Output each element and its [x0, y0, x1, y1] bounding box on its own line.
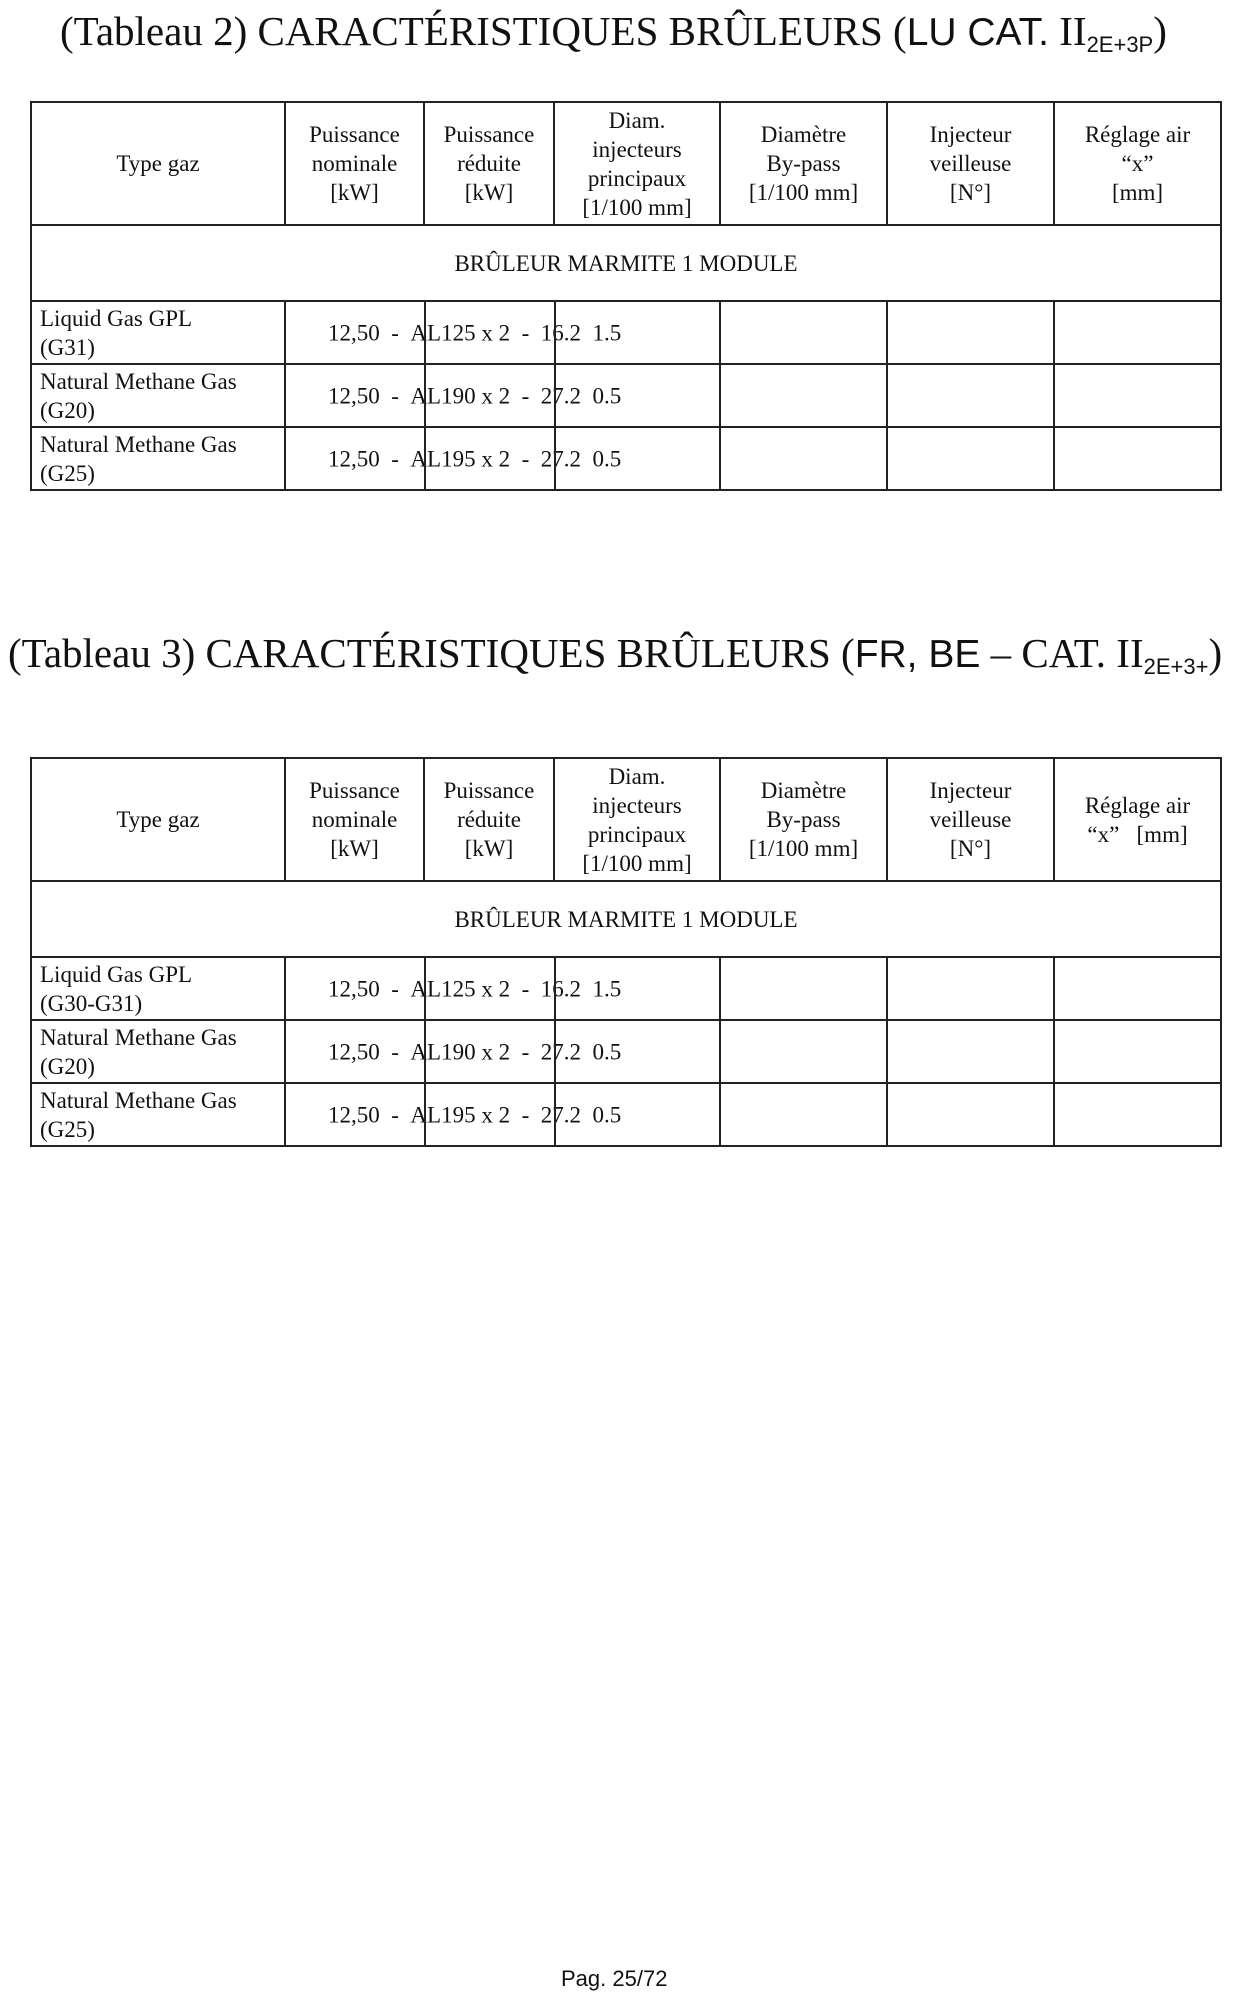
- air-cell: [1054, 1083, 1221, 1146]
- table-2: [30, 101, 1222, 491]
- header-bypass-diameter: Diamètre By-pass [1/100 mm]: [720, 758, 887, 881]
- values-cell: 12,50 - AL190 x 2 - 27.2 0.5: [285, 1020, 720, 1083]
- pilot-cell: [887, 364, 1054, 427]
- header-type-gaz: Type gaz: [31, 102, 285, 225]
- header-bypass-diameter: Diamètre By-pass [1/100 mm]: [720, 102, 887, 225]
- values-cell: 12,50 - AL125 x 2 - 16.2 1.5: [285, 957, 720, 1020]
- values-cell: 12,50 - AL195 x 2 - 27.2 0.5: [285, 1083, 720, 1146]
- header-main-injector-diameter: Diam. injecteurs principaux [1/100 mm]: [554, 758, 720, 881]
- title-country: LU CAT.: [906, 11, 1049, 54]
- bypass-cell: [720, 957, 887, 1020]
- pilot-cell: [887, 1083, 1054, 1146]
- title-category: – CAT. II: [980, 630, 1144, 676]
- title-country: FR, BE: [854, 633, 981, 676]
- values-cell: 12,50 - AL190 x 2 - 27.2 0.5: [285, 364, 720, 427]
- bypass-cell: [720, 301, 887, 364]
- gas-type-cell: Natural Methane Gas (G25): [31, 427, 285, 490]
- title-suffix: ): [1208, 630, 1223, 676]
- title-prefix: (Tableau 2) CARACTÉRISTIQUES BRÛLEURS (: [60, 8, 907, 54]
- gas-type-cell: Natural Methane Gas (G25): [31, 1083, 285, 1146]
- bypass-cell: [720, 1083, 887, 1146]
- title-prefix: (Tableau 3) CARACTÉRISTIQUES BRÛLEURS (: [8, 630, 855, 676]
- pilot-cell: [887, 957, 1054, 1020]
- gas-type-cell: Natural Methane Gas (G20): [31, 364, 285, 427]
- values-cell: 12,50 - AL125 x 2 - 16.2 1.5: [285, 301, 720, 364]
- table-row: [31, 364, 1221, 427]
- table-row: [31, 301, 1221, 364]
- bypass-cell: [720, 364, 887, 427]
- header-main-injector-diameter: Diam. injecteurs principaux [1/100 mm]: [554, 102, 720, 225]
- header-air-adjustment: Réglage air “x” [mm]: [1054, 102, 1221, 225]
- air-cell: [1054, 427, 1221, 490]
- header-type-gaz: Type gaz: [31, 758, 285, 881]
- title-suffix: ): [1153, 8, 1167, 54]
- gas-type-cell: Liquid Gas GPL (G30-G31): [31, 957, 285, 1020]
- air-cell: [1054, 364, 1221, 427]
- table-3: [30, 757, 1222, 1147]
- header-pilot-injector: Injecteur veilleuse [N°]: [887, 102, 1054, 225]
- pilot-cell: [887, 301, 1054, 364]
- gas-type-cell: Natural Methane Gas (G20): [31, 1020, 285, 1083]
- page-number: Pag. 25/72: [561, 1966, 668, 1991]
- values-cell: 12,50 - AL195 x 2 - 27.2 0.5: [285, 427, 720, 490]
- section-label: BRÛLEUR MARMITE 1 MODULE: [31, 225, 1221, 301]
- header-air-adjustment: Réglage air “x” [mm]: [1054, 758, 1221, 881]
- header-nominal-power: Puissance nominale [kW]: [285, 758, 424, 881]
- pilot-cell: [887, 1020, 1054, 1083]
- air-cell: [1054, 301, 1221, 364]
- air-cell: [1054, 1020, 1221, 1083]
- air-cell: [1054, 957, 1221, 1020]
- bypass-cell: [720, 427, 887, 490]
- header-pilot-injector: Injecteur veilleuse [N°]: [887, 758, 1054, 881]
- title-category-sub: 2E+3+: [1143, 654, 1209, 679]
- table-row: [31, 1083, 1221, 1146]
- gas-type-cell: Liquid Gas GPL (G31): [31, 301, 285, 364]
- table-row: [31, 1020, 1221, 1083]
- section-label: BRÛLEUR MARMITE 1 MODULE: [31, 881, 1221, 957]
- table-row: [31, 427, 1221, 490]
- title-category-sub: 2E+3P: [1086, 32, 1154, 57]
- header-nominal-power: Puissance nominale [kW]: [285, 102, 424, 225]
- title-category: II: [1049, 8, 1087, 54]
- bypass-cell: [720, 1020, 887, 1083]
- header-reduced-power: Puissance réduite [kW]: [424, 758, 554, 881]
- table-2-title: [60, 8, 1167, 57]
- table-3-title: [8, 630, 1223, 679]
- table-row: [31, 957, 1221, 1020]
- pilot-cell: [887, 427, 1054, 490]
- header-reduced-power: Puissance réduite [kW]: [424, 102, 554, 225]
